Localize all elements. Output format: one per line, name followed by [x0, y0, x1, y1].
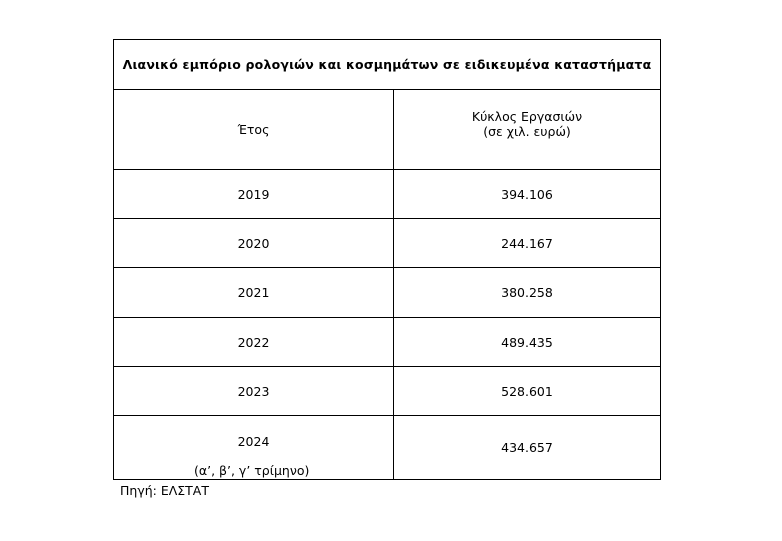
header-year-label: Έτος: [237, 122, 270, 137]
year-2022: 2022: [237, 334, 270, 350]
value-cell-2021: [394, 268, 660, 318]
value-cell-2019: [394, 170, 660, 219]
value-2020: 244.167: [501, 235, 553, 251]
header-turnover: [394, 90, 660, 170]
value-cell-2024: [394, 416, 660, 479]
value-cell-2020: [394, 219, 660, 268]
year-cell-2020: [114, 219, 394, 268]
year-2024: 2024: [237, 434, 270, 449]
year-cell-2023: [114, 367, 394, 416]
year-cell-2022: [114, 318, 394, 367]
year-2019: 2019: [237, 186, 270, 202]
year-cell-2024: [114, 416, 394, 479]
year-2024-note: (α’, β’, γ’ τρίμηνο): [194, 463, 310, 478]
year-2020: 2020: [237, 235, 270, 251]
value-cell-2022: [394, 318, 660, 367]
value-2021: 380.258: [501, 285, 553, 300]
source-note: Πηγή: ΕΛΣΤΑΤ: [120, 483, 209, 498]
table-title: Λιανικό εμπόριο ρολογιών και κοσμημάτων σε ειδικευμένα καταστήματα: [114, 40, 660, 90]
year-2021: 2021: [237, 285, 270, 300]
value-cell-2023: [394, 367, 660, 416]
value-2019: 394.106: [501, 186, 553, 202]
value-2024: 434.657: [501, 440, 553, 455]
value-2022: 489.435: [501, 334, 553, 350]
header-year: [114, 90, 394, 170]
header-turnover-line2: (σε χιλ. ευρώ): [483, 124, 571, 139]
turnover-table: [113, 39, 661, 480]
year-2023: 2023: [237, 383, 270, 399]
header-turnover-line1: Κύκλος Εργασιών: [471, 109, 583, 124]
year-cell-2021: [114, 268, 394, 318]
year-cell-2019: [114, 170, 394, 219]
value-2023: 528.601: [501, 383, 553, 399]
